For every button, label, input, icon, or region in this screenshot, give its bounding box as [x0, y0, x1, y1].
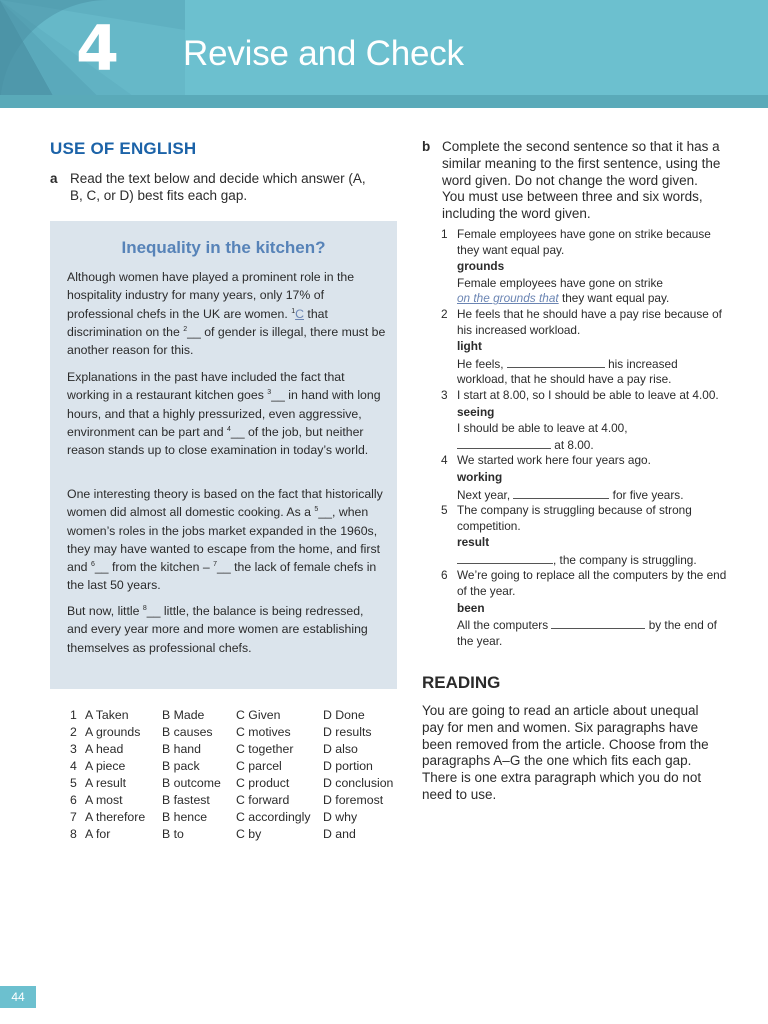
option-number: 5	[70, 776, 77, 790]
item-number: 1	[441, 227, 448, 241]
option-d: D foremost	[323, 793, 384, 807]
key-word: working	[457, 469, 503, 484]
para4-text-a: But now, little	[67, 604, 143, 618]
reading-heading: READING	[422, 673, 501, 692]
option-number: 7	[70, 810, 77, 824]
completion-sentence	[457, 356, 731, 388]
original-sentence: I start at 8.00, so I should be able to leave at 4.00.	[457, 387, 719, 402]
text-paragraph-4	[67, 602, 387, 657]
option-b: B outcome	[162, 776, 221, 790]
option-number: 1	[70, 708, 77, 722]
part-a-text: Read the text below and decide which answer (A, B, C, or D) best fits each gap.	[70, 171, 366, 203]
original-sentence: Female employees have gone on strike because they want equal pay.	[457, 227, 711, 257]
option-a: A piece	[85, 759, 126, 773]
option-b: B pack	[162, 759, 200, 773]
key-word: light	[457, 339, 482, 354]
part-b-label: b	[422, 139, 431, 154]
para2-text-b: __ in hand with long hours, and that a highly pressurized, even aggressive, environment can be part and	[67, 388, 381, 439]
completion-sentence	[457, 552, 731, 569]
para1-text-b: that discrimination on the	[67, 306, 328, 339]
option-d: D also	[323, 742, 358, 756]
text-paragraph-1	[67, 268, 387, 359]
option-c: C motives	[236, 725, 291, 739]
key-word: grounds	[457, 259, 505, 274]
item-number: 5	[441, 503, 448, 518]
completion-text: Female employees have gone on strike	[457, 275, 663, 290]
reading-instruction: You are going to read an article about unequal pay for men and women. Six paragraphs have been removed from the article. Choose from the paragraphs A–G the one which fits each gap. There is one extra paragraph which you do not need to use.	[422, 703, 709, 802]
option-b: B Made	[162, 708, 205, 722]
option-c: C by	[236, 827, 262, 841]
option-number: 4	[70, 759, 77, 773]
gap-number-1: 1	[291, 307, 296, 315]
completion-sentence	[457, 276, 731, 307]
option-b: B causes	[162, 725, 213, 739]
gap-number-4: 4	[226, 425, 231, 433]
text-paragraph-2	[67, 368, 387, 459]
para1-text-a: Although women have played a prominent role in the hospitality industry for many years, only 17% of professional chefs in the UK are women.	[67, 270, 355, 321]
key-word: been	[457, 600, 485, 615]
completion-sentence	[457, 421, 731, 453]
key-word: result	[457, 535, 490, 550]
option-number: 3	[70, 742, 77, 756]
completion-text: Next year,	[457, 487, 514, 502]
original-sentence: He feels that he should have a pay rise because of his increased workload.	[457, 306, 722, 337]
option-a: A most	[85, 793, 123, 807]
answer-blank[interactable]	[457, 552, 553, 564]
para3-text-c: __ from the kitchen –	[94, 560, 214, 575]
transformation-item-4	[441, 453, 731, 503]
part-a-label: a	[50, 171, 58, 186]
unit-title: Revise and Check	[183, 34, 464, 73]
key-word: seeing	[457, 404, 495, 419]
option-number: 2	[70, 725, 77, 739]
para1-text-c: __ of gender is illegal, there must be another reason for this.	[67, 324, 386, 358]
completion-text: for five years.	[609, 487, 684, 502]
part-b-instruction	[422, 139, 722, 223]
example-answer: on the grounds that	[457, 291, 559, 306]
option-c: C accordingly	[236, 810, 311, 824]
para4-text-b: __ little, the balance is being redressed, and every year more and more women are establishing themselves as professional chefs.	[67, 604, 368, 655]
page-number: 44	[0, 986, 36, 1008]
gap-number-5: 5	[314, 506, 319, 514]
completion-sentence	[457, 487, 731, 504]
completion-text: All the computers	[457, 618, 552, 633]
original-sentence: We’re going to replace all the computers by the end of the year.	[457, 568, 727, 599]
option-b: B hence	[162, 810, 208, 824]
option-b: B hand	[162, 742, 201, 756]
item-number: 6	[441, 568, 448, 583]
original-sentence: The company is struggling because of strong competition.	[457, 503, 692, 533]
completion-sentence	[457, 617, 731, 649]
completion-text: at 8.00.	[551, 437, 594, 452]
option-b: B fastest	[162, 793, 210, 807]
unit-number: 4	[76, 12, 120, 85]
option-d: D and	[323, 827, 356, 841]
header-divider-bar	[0, 95, 768, 108]
option-c: C parcel	[236, 759, 282, 773]
para3-text-d: __ the lack of female chefs in the last 50 years.	[67, 560, 377, 593]
reading-text-box	[50, 221, 397, 689]
example-answer: C	[295, 306, 304, 321]
item-number: 2	[441, 306, 448, 321]
option-a: A head	[85, 742, 124, 756]
option-number: 8	[70, 827, 77, 841]
completion-text: , the company is struggling.	[553, 552, 697, 567]
option-a: A therefore	[85, 810, 146, 824]
answer-blank[interactable]	[457, 437, 551, 449]
para2-text-a: Explanations in the past have included the fact that working in a restaurant kitchen goes	[67, 370, 345, 403]
option-c: C product	[236, 776, 290, 790]
option-a: A Taken	[85, 708, 129, 722]
gap-number-6: 6	[90, 561, 95, 569]
part-b-text: Complete the second sentence so that it has a similar meaning to the first sentence, using the word given. Do not change the word given. You must use between three and six words, including the word given.	[442, 139, 721, 222]
option-c: C Given	[236, 708, 281, 722]
option-a: A for	[85, 827, 111, 841]
option-a: A grounds	[85, 725, 141, 739]
option-d: D conclusion	[323, 776, 394, 790]
option-d: D portion	[323, 759, 373, 773]
transformation-item-6	[441, 568, 731, 649]
item-number: 3	[441, 387, 448, 402]
use-of-english-heading: USE OF ENGLISH	[50, 139, 197, 158]
completion-text: they want equal pay.	[558, 291, 670, 306]
gap-number-7: 7	[213, 561, 217, 569]
completion-text: his increased workload, that he should have a pay rise.	[457, 356, 678, 387]
option-a: A result	[85, 776, 127, 790]
answer-blank[interactable]	[507, 356, 605, 368]
option-number: 6	[70, 793, 77, 807]
answer-blank[interactable]	[513, 487, 609, 499]
completion-text: I should be able to leave at 4.00,	[457, 421, 628, 436]
option-c: C together	[236, 742, 294, 756]
option-d: D results	[323, 725, 372, 739]
answer-blank[interactable]	[551, 617, 645, 629]
original-sentence: We started work here four years ago.	[457, 453, 651, 468]
text-paragraph-3	[67, 485, 387, 595]
completion-text: He feels,	[457, 356, 507, 371]
transformation-item-1	[441, 227, 731, 307]
option-b: B to	[162, 827, 184, 841]
item-number: 4	[441, 453, 448, 468]
unit-header-banner	[0, 0, 768, 108]
transformation-item-2	[441, 307, 731, 388]
text-box-title: Inequality in the kitchen?	[121, 238, 326, 257]
part-a-instruction	[50, 170, 370, 204]
gap-number-8: 8	[142, 604, 147, 612]
option-c: C forward	[236, 793, 290, 807]
completion-text: by the end of the year.	[457, 618, 717, 648]
para2-text-c: __ of the job, but neither reason stands up to close examination in today’s world.	[67, 424, 369, 458]
transformation-item-3	[441, 388, 731, 453]
transformation-list	[441, 227, 731, 649]
para3-text-b: __, when women’s roles in the jobs market expanded in the 1960s, they may have wanted to escape from the home, and first and	[67, 505, 381, 575]
gap-number-3: 3	[267, 389, 272, 397]
para3-text-a: One interesting theory is based on the fact that historically women did almost all domestic cooking. As a	[67, 487, 383, 520]
transformation-item-5	[441, 503, 731, 568]
option-d: D Done	[323, 708, 365, 722]
gap-number-2: 2	[183, 325, 188, 333]
option-d: D why	[323, 810, 358, 824]
